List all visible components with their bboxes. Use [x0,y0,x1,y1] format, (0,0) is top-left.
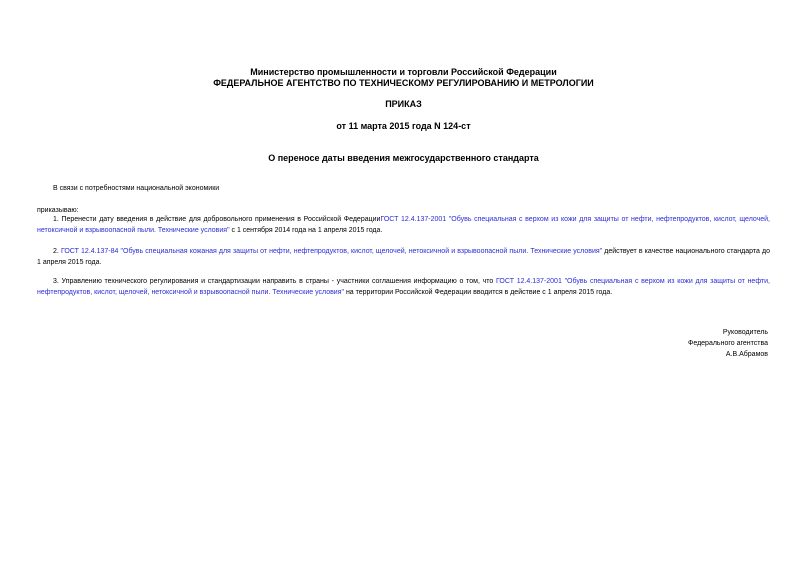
paragraph-2-tail: действует в качестве национального стандарта до 1 апреля 2015 года. [37,248,770,266]
paragraph-1-text: 1. Перенести дату введения в действие для добровольного применения в Российской Федерации [53,216,381,223]
signatory-org: Федерального агентства [688,340,768,347]
agency-heading: ФЕДЕРАЛЬНОЕ АГЕНТСТВО ПО ТЕХНИЧЕСКОМУ РЕГУЛИРОВАНИЮ И МЕТРОЛОГИИ [213,78,594,88]
paragraph-1-tail: с 1 сентября 2014 года на 1 апреля 2015 года. [229,227,383,234]
intro-text: В связи с потребностями национальной экономики [53,185,220,192]
gost-2001-link-2[interactable]: ГОСТ 12.4.137-2001 "Обувь специальная с верхом из кожи для защиты от нефти, нефтепродуктов, кислот, щелочей, нетоксичной и взрывоопасной пыли. Технические условия" [37,278,770,296]
ministry-heading: Министерство промышленности и торговли Российской Федерации [250,67,557,77]
order-heading: ПРИКАЗ [385,99,422,109]
gost-84-link[interactable]: ГОСТ 12.4.137-84 "Обувь специальная кожаная для защиты от нефти, нефтепродуктов, кислот, щелочей, нетоксичной и взрывоопасной пыли. Технические условия" [60,248,603,255]
document-title: О переносе даты введения межгосударственного стандарта [268,153,539,163]
order-date: от 11 марта 2015 года N 124-ст [336,121,471,131]
paragraph-1 [37,214,770,236]
signatory-title: Руководитель [722,329,768,336]
paragraph-3-tail: на территории Российской Федерации вводится в действие с 1 апреля 2015 года. [344,289,613,296]
paragraph-2 [37,246,770,268]
signatory-name: А.В.Абрамов [725,351,768,358]
paragraph-2-text: 2. [53,248,61,255]
decree-text: приказываю: [37,207,79,214]
paragraph-3-text: 3. Управлению технического регулирования и стандартизации направить в страны - участники соглашения информацию о том, что [53,278,497,285]
paragraph-3 [37,276,770,298]
gost-2001-link[interactable]: ГОСТ 12.4.137-2001 "Обувь специальная с верхом из кожи для защиты от нефти, нефтепродуктов, кислот, щелочей, нетоксичной и взрывоопасной пыли. Технические условия" [37,216,771,234]
